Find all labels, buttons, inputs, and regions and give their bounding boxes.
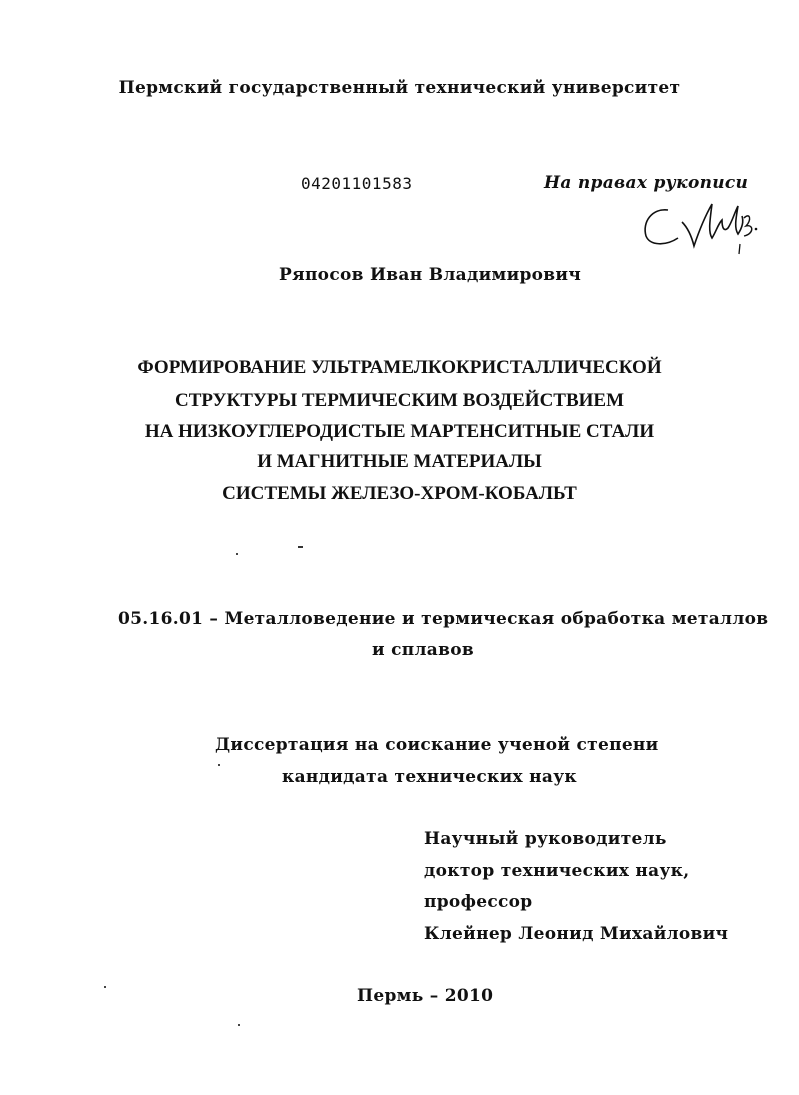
degree-line-2: кандидата технических наук xyxy=(282,767,577,787)
university-name: Пермский государственный технический университет xyxy=(118,78,681,98)
scan-speck xyxy=(236,553,238,555)
city-year: Пермь – 2010 xyxy=(357,986,494,1006)
supervisor-role: Научный руководитель xyxy=(424,829,667,849)
title-line: СТРУКТУРЫ ТЕРМИЧЕСКИМ ВОЗДЕЙСТВИЕМ xyxy=(174,390,625,411)
supervisor-rank: профессор xyxy=(424,892,533,912)
registration-number: 04201101583 xyxy=(301,174,413,193)
manuscript-rights-label: На правах рукописи xyxy=(544,173,749,193)
title-line: СИСТЕМЫ ЖЕЛЕЗО-ХРОМ-КОБАЛЬТ xyxy=(222,483,577,504)
supervisor-degree: доктор технических наук, xyxy=(424,861,690,881)
specialty-line-1: 05.16.01 – Металловедение и термическая обработка металлов xyxy=(118,609,769,629)
specialty-line-2: и сплавов xyxy=(372,640,474,660)
title-line: ФОРМИРОВАНИЕ УЛЬТРАМЕЛКОКРИСТАЛЛИЧЕСКОЙ xyxy=(137,357,662,378)
supervisor-name: Клейнер Леонид Михайлович xyxy=(424,924,729,944)
scan-speck xyxy=(104,986,106,988)
scan-dash xyxy=(298,546,303,548)
title-line: НА НИЗКОУГЛЕРОДИСТЫЕ МАРТЕНСИТНЫЕ СТАЛИ xyxy=(144,421,655,442)
scan-speck xyxy=(238,1024,240,1026)
signature-icon xyxy=(638,198,763,256)
scan-speck xyxy=(218,764,220,766)
degree-line-1: Диссертация на соискание ученой степени xyxy=(215,735,659,755)
author-name: Ряпосов Иван Владимирович xyxy=(279,265,582,285)
title-line: И МАГНИТНЫЕ МАТЕРИАЛЫ xyxy=(257,451,542,472)
